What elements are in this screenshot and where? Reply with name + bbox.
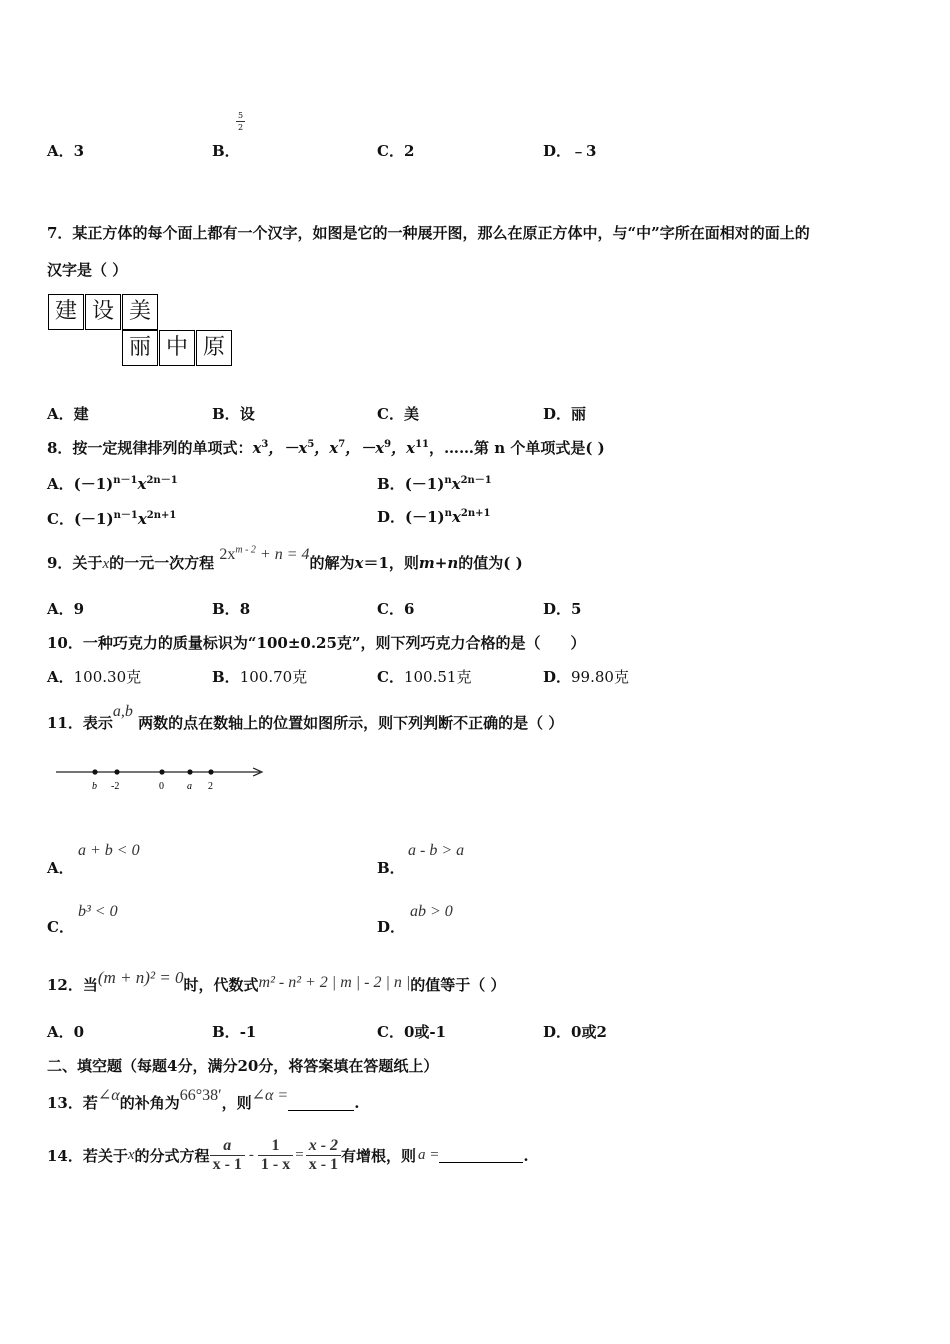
q14-question: 14．若关于 x 的分式方程 $\frac{a}{x - 1}$ - $\frac{1}{1 - x}$ = $\frac{x - 2}{x - 1}$ 有增根，则 a = .: [47, 1137, 529, 1173]
q6-option-c: C．2: [377, 142, 415, 160]
q6-option-a: A．3: [47, 142, 85, 160]
q12-option-c: C．0或-1: [377, 1023, 447, 1041]
q8-option-a: A．$(-1)^{n-1}x^{2n-1}$: [47, 475, 178, 493]
q12-option-a: A．0: [47, 1023, 85, 1041]
q10-option-d: D．99.80克: [543, 668, 629, 686]
axis-label: 2: [208, 781, 213, 792]
q7-question-line2: 汉字是（ ）: [47, 261, 128, 279]
net-cell: 丽: [122, 330, 158, 366]
q12-question: 12．当(m + n)² = 0时，代数式m² - n² + 2 | m | - 2 | n |的值等于（ ）: [47, 968, 506, 994]
q8-option-d: D．$(-1)^nx^{2n+1}$: [377, 508, 491, 526]
q10-option-c: C．100.51克: [377, 668, 472, 686]
q11-option-b-label: B．: [377, 859, 405, 877]
axis-label: -2: [111, 781, 120, 792]
q11-option-a-expr: a + b < 0: [78, 842, 140, 859]
net-cell: 美: [122, 294, 158, 330]
q8-question: 8．按一定规律排列的单项式：$x^3$，$-x^5$，$x^7$，$-x^9$，$x^{11}$，……第 n 个单项式是( ): [47, 439, 605, 457]
answer-blank[interactable]: [439, 1148, 523, 1163]
q12-option-d: D．0或2: [543, 1023, 607, 1041]
q6-option-b: B．: [212, 142, 240, 160]
q9-question: 9．关于x的一元一次方程 $2x^{m - 2} + n = 4$的解为x＝1，则m+n的值为( ): [47, 544, 523, 572]
q11-option-a-label: A．: [47, 859, 74, 877]
section-heading: 二、填空题（每题4分，满分20分，将答案填在答题纸上）: [47, 1057, 439, 1075]
net-cell: 设: [85, 294, 121, 330]
q9-option-c: C．6: [377, 600, 415, 618]
axis-label: 0: [159, 781, 164, 792]
answer-blank[interactable]: [288, 1096, 354, 1111]
q11-question: 11．表示a,b 两数的点在数轴上的位置如图所示，则下列判断不正确的是（ ）: [47, 703, 564, 732]
net-cell: 建: [48, 294, 84, 330]
q7-option-d: D．丽: [543, 405, 587, 423]
q7-option-c: C．美: [377, 405, 419, 423]
net-cell: 中: [159, 330, 195, 366]
point-neg2: [114, 769, 119, 774]
fraction: $\frac{1}{1 - x}$: [258, 1137, 293, 1174]
point-b: [92, 769, 97, 774]
q9-option-d: D．5: [543, 600, 582, 618]
fraction: $\frac{x - 2}{x - 1}$: [306, 1137, 341, 1174]
q9-option-a: A．9: [47, 600, 85, 618]
q7-option-b: B．设: [212, 405, 255, 423]
q12-option-b: B．-1: [212, 1023, 257, 1041]
fraction: $\frac{a}{x - 1}$: [210, 1137, 245, 1174]
q7-option-a: A．建: [47, 405, 89, 423]
point-zero: [159, 769, 164, 774]
q11-option-c-expr: b³ < 0: [78, 903, 118, 920]
q7-question-line1: 7．某正方体的每个面上都有一个汉字，如图是它的一种展开图，那么在原正方体中，与“中”字所在面相对的面上的: [47, 224, 810, 242]
point-2: [208, 769, 213, 774]
q11-option-d-label: D．: [377, 918, 406, 936]
axis-label: a: [187, 781, 192, 792]
q10-option-b: B．100.70克: [212, 668, 308, 686]
q10-question: 10．一种巧克力的质量标识为“100±0.25克”，则下列巧克力合格的是（ ）: [47, 634, 586, 652]
q10-option-a: A．100.30克: [47, 668, 142, 686]
q8-option-b: B．$(-1)^nx^{2n-1}$: [377, 475, 492, 493]
q9-option-b: B．8: [212, 600, 251, 618]
axis-label: b: [92, 781, 97, 792]
q6-option-b-fraction: 5 2: [238, 111, 244, 132]
point-a: [187, 769, 192, 774]
q11-option-b-expr: a - b > a: [408, 842, 465, 859]
q6-option-d: D．﹣3: [543, 142, 597, 160]
net-cell: 原: [196, 330, 232, 366]
q8-option-c: C．$(-1)^{n-1}x^{2n+1}$: [47, 510, 177, 528]
q11-option-d-expr: ab > 0: [410, 903, 453, 920]
q13-question: 13．若∠α的补角为66°38′，则∠α = .: [47, 1087, 360, 1112]
number-line-figure: [50, 762, 270, 796]
q11-option-c-label: C．: [47, 918, 74, 936]
